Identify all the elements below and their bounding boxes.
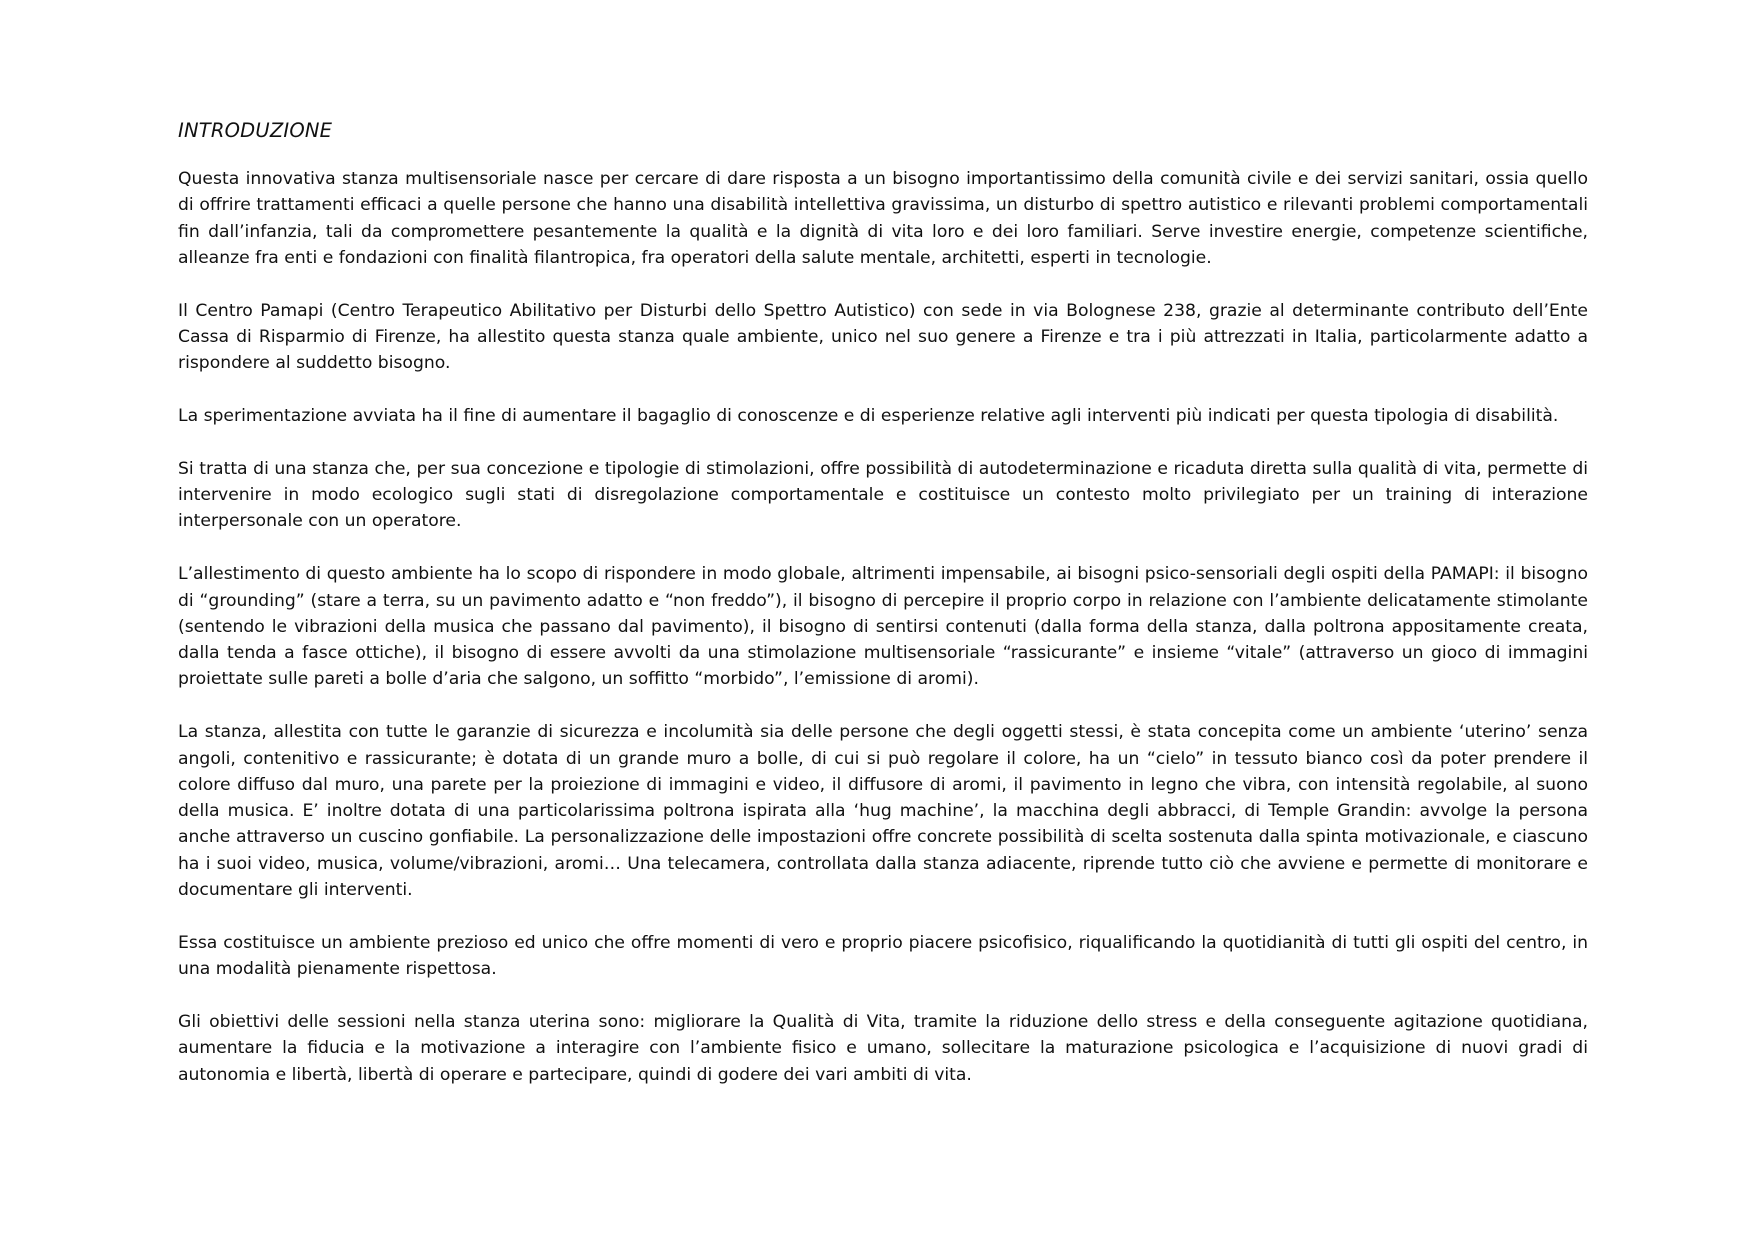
paragraph-2: Il Centro Pamapi (Centro Terapeutico Abilitativo per Disturbi dello Spettro Autistico) con sede in via Bolognese 238, grazie al determinante contributo dell’Ente Cassa di Risparmio di Firenze, ha allestito questa stanza quale ambiente, unico nel suo genere a Firenze e tra i più attrezzati in Italia, particolarmente adatto a rispondere al suddetto bisogno. [178, 300, 1588, 374]
paragraph-4: Si tratta di una stanza che, per sua concezione e tipologie di stimolazioni, offre possibilità di autodeterminazione e ricaduta diretta sulla qualità di vita, permette di intervenire in modo ecologico sugli stati di disregolazione comportamentale e costituisce un contesto molto privilegiato per un training di interazione interpersonale con un operatore. [178, 458, 1588, 532]
paragraph-7: Essa costituisce un ambiente prezioso ed unico che offre momenti di vero e proprio piacere psicofisico, riqualificando la quotidianità di tutti gli ospiti del centro, in una modalità pienamente rispettosa. [178, 932, 1588, 980]
paragraph-6: La stanza, allestita con tutte le garanzie di sicurezza e incolumità sia delle persone che degli oggetti stessi, è stata concepita come un ambiente ‘uterino’ senza angoli, contenitivo e rassicurante; è dotata di un grande muro a bolle, di cui si può regolare il colore, ha un “cielo” in tessuto bianco così da poter prendere il colore diffuso dal muro, una parete per la proiezione di immagini e video, il diffusore di aromi, il pavimento in legno che vibra, con intensità regolabile, al suono della musica. E’ inoltre dotata di una particolarissima poltrona ispirata alla ‘hug machine’, la macchina degli abbracci, di Temple Grandin: avvolge la persona anche attraverso un cuscino gonfiabile. La personalizzazione delle impostazioni offre concrete possibilità di scelta sostenuta dalla spinta motivazionale, e ciascuno ha i suoi video, musica, volume/vibrazioni, aromi… Una telecamera, controllata dalla stanza adiacente, riprende tutto ciò che avviene e permette di monitorare e documentare gli interventi. [178, 722, 1588, 901]
paragraph-5: L’allestimento di questo ambiente ha lo scopo di rispondere in modo globale, altrimenti impensabile, ai bisogni psico-sensoriali degli ospiti della PAMAPI: il bisogno di “grounding” (stare a terra, su un pavimento adatto e “non freddo”), il bisogno di percepire il proprio corpo in relazione con l’ambiente delicatamente stimolante (sentendo le vibrazioni della musica che passano dal pavimento), il bisogno di sentirsi contenuti (dalla forma della stanza, dalla poltrona appositamente creata, dalla tenda a fasce ottiche), il bisogno di essere avvolti da una stimolazione multisensoriale “rassicurante” e insieme “vitale” (attraverso un gioco di immagini proiettate sulle pareti a bolle d’aria che salgono, un soffitto “morbido”, l’emissione di aromi). [178, 564, 1588, 690]
paragraph-3: La sperimentazione avviata ha il fine di aumentare il bagaglio di conoscenze e di esperienze relative agli interventi più indicati per questa tipologia di disabilità. [178, 406, 1559, 427]
section-heading: INTRODUZIONE [178, 119, 333, 142]
paragraph-8: Gli obiettivi delle sessioni nella stanza uterina sono: migliorare la Qualità di Vita, tramite la riduzione dello stress e della conseguente agitazione quotidiana, aumentare la fiducia e la motivazione a interagire con l’ambiente fisico e umano, sollecitare la maturazione psicologica e l’acquisizione di nuovi gradi di autonomia e libertà, libertà di operare e partecipare, quindi di godere dei vari ambiti di vita. [178, 1011, 1588, 1085]
document-page [178, 118, 1588, 1088]
paragraph-1: Questa innovativa stanza multisensoriale nasce per cercare di dare risposta a un bisogno importantissimo della comunità civile e dei servizi sanitari, ossia quello di offrire trattamenti efficaci a quelle persone che hanno una disabilità intellettiva gravissima, un disturbo di spettro autistico e rilevanti problemi comportamentali fin dall’infanzia, tali da compromettere pesantemente la qualità e la dignità di vita loro e dei loro familiari. Serve investire energie, competenze scientifiche, alleanze fra enti e fondazioni con finalità filantropica, fra operatori della salute mentale, architetti, esperti in tecnologie. [178, 169, 1588, 268]
